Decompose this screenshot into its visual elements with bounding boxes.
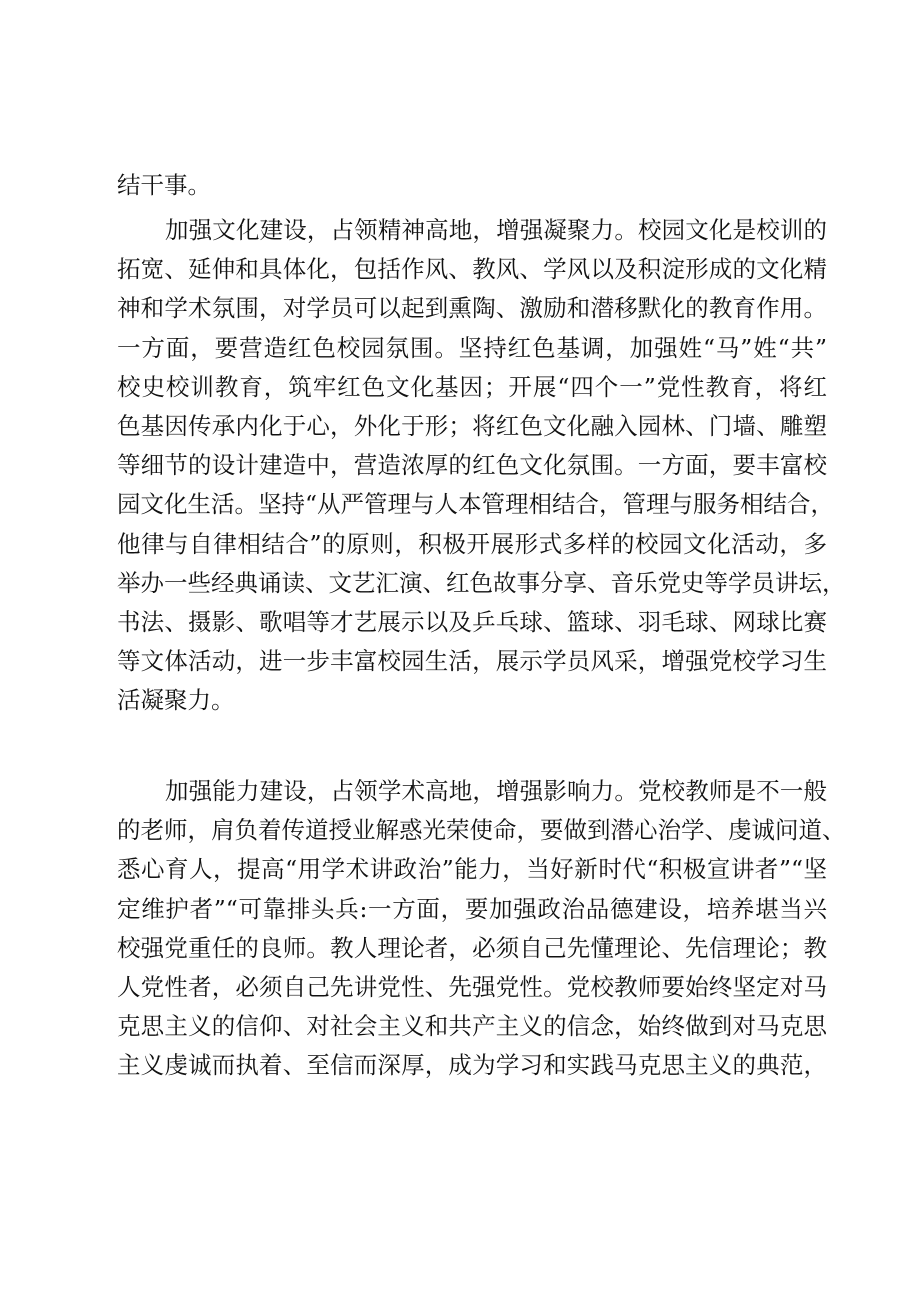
- text-line: 加强文化建设，占领精神高地，增强凝聚力。校园文化是校训的: [165, 216, 827, 244]
- text-line: 拓宽、延伸和具体化，包括作风、教风、学风以及积淀形成的文化精: [117, 255, 827, 284]
- text-line: 加强能力建设，占领学术高地，增强影响力。党校教师是不一般: [165, 777, 827, 805]
- text-line: 悉心育人，提高“用学术讲政治”能力，当好新时代“积极宣讲者”“坚: [117, 855, 827, 884]
- text-line: 举办一些经典诵读、文艺汇演、红色故事分享、音乐党史等学员讲坛，: [117, 568, 846, 597]
- text-line: 主义虔诚而执着、至信而深厚，成为学习和实践马克思主义的典范，: [117, 1051, 827, 1080]
- text-line: 色基因传承内化于心，外化于形；将红色文化融入园林、门墙、雕塑: [117, 411, 827, 440]
- text-line: 活凝聚力。: [117, 686, 235, 715]
- text-line: 结干事。: [117, 171, 211, 199]
- text-line: 等文体活动，进一步丰富校园生活，展示学员风采，增强党校学习生: [117, 647, 827, 676]
- paragraph-capacity-building: [117, 772, 846, 1086]
- text-line: 校强党重任的良师。教人理论者，必须自己先懂理论、先信理论；教: [117, 933, 827, 962]
- text-line: 校史校训教育，筑牢红色文化基因；开展“四个一”党性教育，将红: [117, 372, 827, 401]
- text-line: 园文化生活。坚持“从严管理与人本管理相结合，管理与服务相结合，: [117, 490, 835, 519]
- text-line: 书法、摄影、歌唱等才艺展示以及乒乓球、篮球、羽毛球、网球比赛: [117, 607, 827, 636]
- text-line: 克思主义的信仰、对社会主义和共产主义的信念，始终做到对马克思: [117, 1012, 827, 1041]
- text-line: 人党性者，必须自己先讲党性、先强党性。党校教师要始终坚定对马: [117, 972, 827, 1001]
- text-line: 等细节的设计建造中，营造浓厚的红色文化氛围。一方面，要丰富校: [117, 451, 827, 480]
- text-line: 一方面，要营造红色校园氛围。坚持红色基调，加强姓“马”姓“共”: [117, 333, 827, 362]
- paragraph-culture-building: [117, 211, 846, 720]
- text-line: 定维护者”“可靠排头兵:一方面，要加强政治品德建设，培养堪当兴: [117, 894, 827, 923]
- text-line: 神和学术氛围，对学员可以起到熏陶、激励和潜移默化的教育作用。: [117, 294, 827, 323]
- text-line: 的老师，肩负着传道授业解惑光荣使命，要做到潜心治学、虔诚问道、: [117, 816, 846, 845]
- paragraph-continuation: [117, 166, 827, 205]
- text-line: 他律与自律相结合”的原则，积极开展形式多样的校园文化活动，多: [117, 529, 827, 558]
